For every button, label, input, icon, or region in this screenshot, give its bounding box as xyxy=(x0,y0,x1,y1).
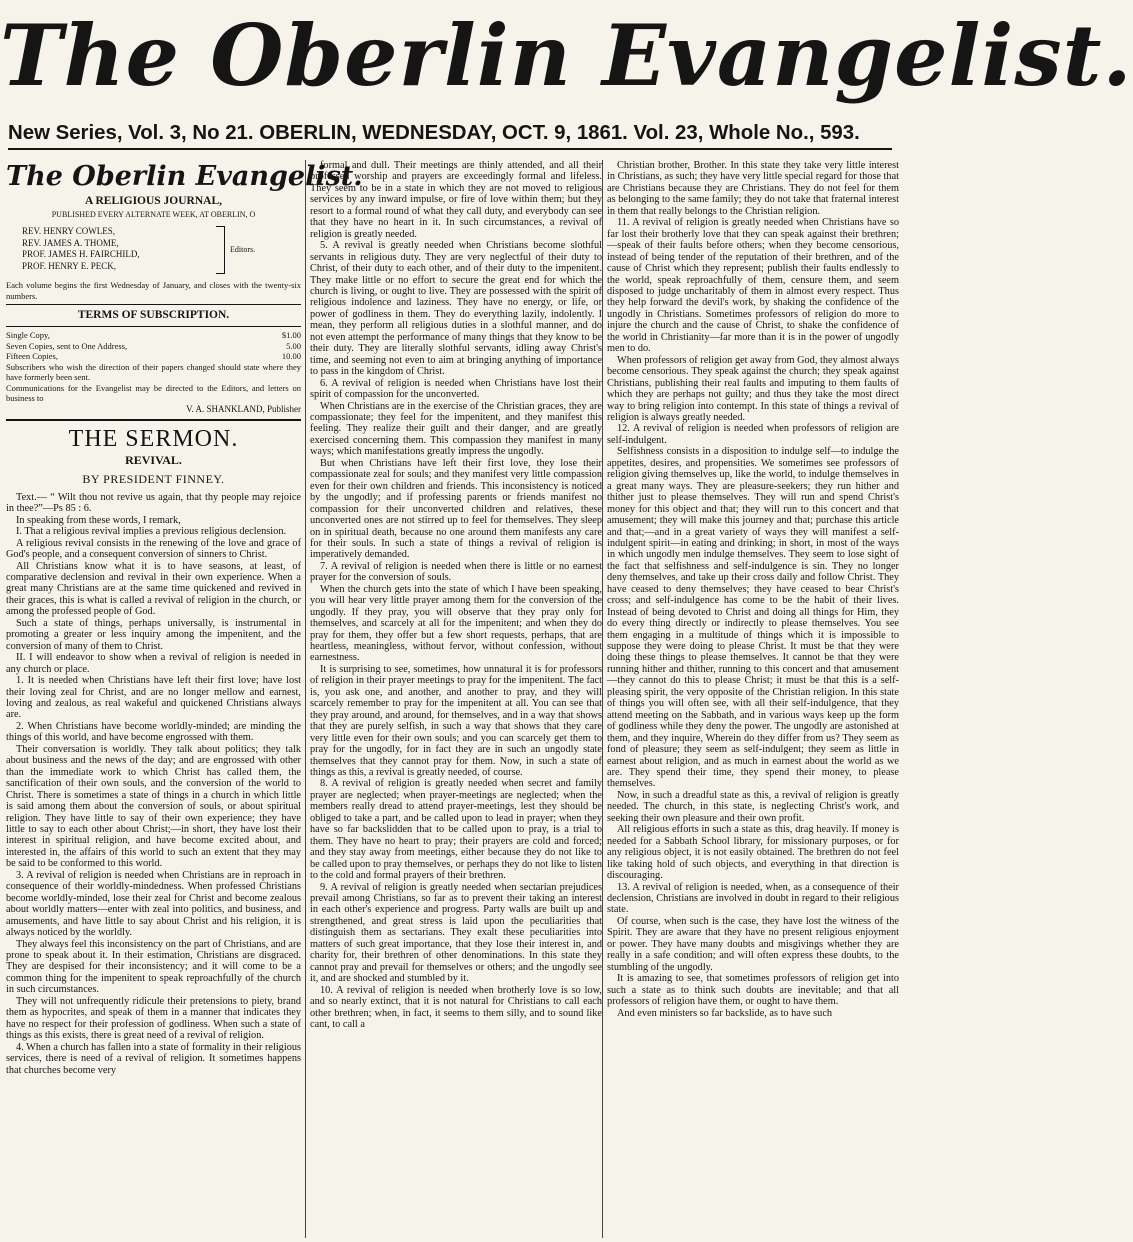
paragraph: But when Christians have left their first love, they lose their compassionate zeal for souls; and they manifest very little compassion even for their own children and friends. This inconsistency is noticed by the ungodly; and if professing parents or friends manifest no compassion for their unconverted children and relatives, these unconverted ones are not stirred up to feel for themselves. They sleep on in spiritual death, because no one around them manifests any care for their souls. In such a state of things a revival of religion is imperatively demanded. xyxy=(310,457,602,561)
paragraph: 9. A revival of religion is greatly needed when sectarian prejudices prevail among Christians, so far as to prevent their taking an interest in each other's experience and progress. Party walls are built up and strengthened, and great stress is laid upon the peculiarities that distinguish them as sectarians. They exalt these peculiarities into matters of such great importance, that they lose their interest in, and charity for, their brethren of other denominations. In this state they cannot pray and prevail for themselves or others; and the ungodly see it, and are shocked and stumbled by it. xyxy=(310,881,602,985)
paragraph: 6. A revival of religion is needed when Christians have lost their spirit of compassion for the unconverted. xyxy=(310,377,602,401)
editor-name: REV. JAMES A. THOME, xyxy=(22,237,119,248)
paragraph: It is surprising to see, sometimes, how unnatural it is for professors of religion in their prayer meetings to pray for the impenitent. The fact is, you ask one, and another, and another to pray, and they will scarcely remember to pray for the impenitent at all. You can see that they pray around, and around, for themselves, and in a way that shows that they are purely selfish, in such a way that shows that they care very little even for their own souls; and you can scarcely get them to pray for the ungodly, for in fact they are in such an ungodly state themselves that they cannot pray for them. Now, in such a state of things as this, a revival is greatly needed, of course. xyxy=(310,663,602,779)
paragraph: Of course, when such is the case, they have lost the witness of the Spirit. They are aware that they have no present religious enjoyment or power. They have many doubts and misgivings whether they are really in a safe condition; and will often express these doubts, to the stumbling of the ungodly. xyxy=(607,915,899,973)
paragraph: 2. When Christians have become worldly-minded; are minding the things of this world, and have become engrossed with them. xyxy=(6,720,301,744)
paragraph: When professors of religion get away from God, they almost always become censorious. They speak against the church; they speak against Christians, publishing their real faults and imputing to them faults of which they are perhaps not guilty; and thus they take the most direct way to bring religion into contempt. In this state of things a revival of religion is always greatly needed. xyxy=(607,354,899,423)
paragraph: Selfishness consists in a disposition to indulge self—to indulge the appetites, desires, and propensities. We sometimes see professors of religion giving themselves up, like the world, to indulge themselves in a great many ways. They are pleasure-seekers; they run hither and thither just to please themselves. They will run and spend Christ's money for this object and that; they will run to this concert and that amusement; they will make this journey and that; purchase this article and that;—and in a great variety of ways they will manifest a self-indulgent spirit—in eating and drinking; in short, in most of the ways in which ungodly men indulge themselves. They seem to lose sight of the fact that selfishness and self-indulgence is sin. They no longer deny themselves, and take up their cross daily and follow Christ. They have ceased to deny themselves; they have ceased to bear Christ's cross; and self-indulgence has come to be the habit of their lives. Instead of being devoted to Christ and doing all things for Him, they do every thing directly or indirectly to please themselves. You see them engaging in a multitude of things which it is impossible to suppose they were doing to please Christ. It must be that they were doing these things to please themselves. It cannot be that they were running hither and thither, running to this concert and that amusement—they cannot do this to please Christ; it must be that this is a self-pleasing spirit, the very opposite of the Christian religion. In this state of things you will often see, with all their self-indulgence, that they attend meeting on the Sabbath, and in various ways keep up the form of godliness while they deny the power. The ungodly are astonished at them, and they inquire, Wherein do they differ from us? They seem as fond of pleasure; they seem as self-indulgent; they seem as little in earnest about religion, and as much in earnest about the world as we are. They spend their time, they spend their money, to please themselves. xyxy=(607,446,899,790)
column-2 xyxy=(305,160,602,1238)
paragraph: Their conversation is worldly. They talk about politics; they talk about business and the news of the day; and are engrossed with other than the immediate work to which Christ has called them, the sanctification of their own souls, and the conversion of the world to Christ. There is sometimes a state of things in a church in which little is said among them about the conversion of souls, or about spiritual religion. They have little to say of their own experience; they have little to say to each other about Christ;—in short, they have lost their interest in spiritual religion, and have become excited about, and interested in, the affairs of this world to such an extent that they may be said to be conformed to this world. xyxy=(6,743,301,870)
paragraph: I. That a religious revival implies a previous religious declension. xyxy=(16,526,287,538)
paragraph: formal and dull. Their meetings are thinly attended, and all their professed worship and prayers are exceedingly formal and lifeless. They seem to be in a state in which they are not moved to religious services by any inward impulse, or fire of love within them; but they resort to a formal round of what they call duty, and everybody can see that they have no heart in it. In such circumstances, a revival of religion is greatly needed. xyxy=(310,160,602,240)
terms-heading: TERMS OF SUBSCRIPTION. xyxy=(77,309,230,321)
paragraph: 7. A revival of religion is needed when there is little or no earnest prayer for the conversion of souls. xyxy=(310,560,602,584)
dateline: New Series, Vol. 3, No 21. OBERLIN, WEDNESDAY, OCT. 9, 1861. Vol. 23, Whole No., 593. xyxy=(8,118,892,150)
paper-name: The Oberlin Evangelist. xyxy=(6,161,363,192)
sermon-heading: THE SERMON. xyxy=(68,425,239,452)
term-price: $1.00 xyxy=(281,330,301,340)
editors-label: Editors. xyxy=(230,245,256,254)
paragraph: Text.— “ Wilt thou not revive us again, that thy people may rejoice in thee?”—Ps 85 : 6. xyxy=(6,491,301,515)
paragraph: They will not unfrequently ridicule their pretensions to piety, brand them as hypocrites, and speak of them in a manner that indicates they have no respect for their profession of godliness. When such a state of things as this exists, there is great need of a revival of religion. xyxy=(6,995,301,1042)
editor-name: REV. HENRY COWLES, xyxy=(22,226,116,236)
paragraph: Such a state of things, perhaps universally, is instrumental in promoting a greater or less inquiry among the impenitent, and the conversion of many of them to Christ. xyxy=(6,617,301,652)
paragraph: 13. A revival of religion is needed, when, as a consequence of their declension, Christians are involved in doubt in regard to their religious state. xyxy=(607,881,899,916)
editor-name: PROF. JAMES H. FAIRCHILD, xyxy=(22,249,140,259)
col1-body xyxy=(6,492,301,1076)
term-label: Single Copy, xyxy=(6,330,50,340)
sermon-title: REVIVAL. xyxy=(125,452,182,467)
terms-list xyxy=(6,330,301,404)
paragraph: 1. It is needed when Christians have left their first love; have lost their loving zeal for Christ, and are no longer mellow and earnest, loving and zealous, as real wakeful and quickened Christians always are. xyxy=(6,675,301,721)
paragraph: In speaking from these words, I remark, xyxy=(16,514,181,526)
published-note: PUBLISHED EVERY ALTERNATE WEEK, AT OBERLIN, O xyxy=(51,210,256,219)
paragraph: 4. When a church has fallen into a state of formality in their religious services, there is need of a revival of religion. It sometimes happens that churches become very xyxy=(6,1041,301,1076)
editor-name: PROF. HENRY E. PECK, xyxy=(22,260,116,271)
paragraph: 5. A revival is greatly needed when Christians become slothful servants in religious duty. They are very neglectful of their duty to Christ, of their duty to each other, and of their duty to the impenitent. They make little or no effort to secure the great end for which the church is living, or ought to live. They are possessed with the spirit of religious indolence and laziness. They have no energy, or life, or power of godliness in them. They do everything lazily, indolently. I mean, they perform all religious duties in a slothful manner, and do not even attempt the performance of many things that they know to be their duty. They are literally slothful servants, idling away Christ's time, and seeming not even to aim at bringing anything of importance to pass in the kingdom of Christ. xyxy=(310,240,602,378)
paragraph: II. I will endeavor to show when a revival of religion is needed in any church or place. xyxy=(6,652,301,675)
divider xyxy=(6,304,301,305)
paragraph: They always feel this inconsistency on the part of Christians, and are prone to speak about it. In their estimation, Christians are disgraced. They are despised for their inconsistency; and it will come to be a common thing for the impenitent to speak reproachfully of the church in such circumstances. xyxy=(6,938,301,996)
masthead-title: The Oberlin Evangelist. xyxy=(0,6,1133,105)
paragraph: It is amazing to see, that sometimes professors of religion get into such a state as to think such doubts are inevitable; and that all professors of religion have them, or ought to have them. xyxy=(607,973,899,1008)
term-label: Seven Copies, sent to One Address, xyxy=(6,340,128,351)
volume-note: Each volume begins the first Wednesday of January, and closes with the twenty-six numbers. xyxy=(6,280,301,301)
editors-brace xyxy=(216,226,225,274)
paper-subtitle: A RELIGIOUS JOURNAL, xyxy=(84,195,223,207)
paragraph: 8. A revival of religion is greatly needed when secret and family prayer are neglected; when prayer-meetings are neglected; when the members really dread to attend prayer-meetings, lest they should be obliged to take a part, and be called upon to lead in prayer; when they have so far backslidden that to be called upon to pray, is a trial to them. They have no heart to pray; their prayers are cold and forced; and they stay away from meetings, either because they do not like to be called upon to pray themselves, or perhaps they do not like to listen to the cold and formal prayers of their brethren. xyxy=(310,778,602,882)
paragraph: All religious efforts in such a state as this, drag heavily. If money is needed for a Sabbath School library, for missionary purposes, or for any religious object, it is not easily obtained. The brethren do not feel like taking hold of such objects, and everything in that direction is discouraging. xyxy=(607,824,899,882)
paragraph: 12. A revival of religion is needed when professors of religion are self-indulgent. xyxy=(607,423,899,446)
term-price: 10.00 xyxy=(281,351,301,361)
paragraph: 3. A revival of religion is needed when Christians are in reproach in consequence of their worldly-mindedness. When professed Christians become worldly-minded, lose their zeal for Christ and become zealous about worldly matters—enter with zeal into politics, and business, and amusements, and have little to say about Christ and his religion, it is always noticed by the worldly. xyxy=(6,869,301,939)
paragraph: Christian brother, Brother. In this state they take very little interest in Christians, as such; they have very little special regard for those that are Christians because they are Christians. They do not feel for them as belonging to the same family; they do not take that fraternal interest in them that really belongs to the Christian religion. xyxy=(607,160,899,217)
paragraph: When the church gets into the state of which I have been speaking, you will hear very little prayer among them for the conversion of the ungodly. If they pray, you will observe that they pray only for themselves, and scarcely at all for the impenitent; and when they do pray for them, they offer but a few short requests, perhaps, that are heartless, meaningless, without fervor, without confession, without earnestness. xyxy=(310,583,602,664)
divider xyxy=(6,326,301,327)
paragraph: And even ministers so far backslide, as to have such xyxy=(617,1007,833,1019)
column-1 xyxy=(6,160,363,1238)
column-3 xyxy=(602,160,899,1238)
term-price: 5.00 xyxy=(286,340,301,351)
paragraph: Now, in such a dreadful state as this, a revival of religion is greatly needed. The church, in this state, is neglecting Christ's work, and seeking their own pleasure and their own profit. xyxy=(607,789,899,824)
paragraph: A religious revival consists in the renewing of the love and grace of God's people, and a consequent conversion of sinners to Christ. xyxy=(6,537,301,561)
paragraph: All Christians know what it is to have seasons, at least, of comparative declension and revival in their own experience. When a great many Christians are at the same time quickened and revived in their graces, this is what is called a revival of religion in the church, or among the professed people of God. xyxy=(6,560,301,618)
paragraph: 10. A revival of religion is needed when brotherly love is so low, and so nearly extinct, that it is not natural for Christians to call each other brethren; when, in fact, it seems to them silly, and to sound like cant, to call a xyxy=(310,984,602,1030)
sermon-byline: BY PRESIDENT FINNEY. xyxy=(82,472,225,487)
divider xyxy=(6,419,301,421)
publisher: V. A. SHANKLAND, Publisher xyxy=(186,403,301,414)
editors-block xyxy=(6,226,301,276)
terms-note: Communications for the Evangelist may be directed to the Editors, and letters on business to xyxy=(6,382,301,403)
terms-note: Subscribers who wish the direction of their papers changed should state where they have formerly been sent. xyxy=(6,361,301,382)
term-label: Fifteen Copies, xyxy=(6,351,58,361)
paragraph: When Christians are in the exercise of the Christian graces, they are compassionate; they feel for the impenitent, and they manifest this feeling. They realize their guilt and their danger, and are greatly exercised concerning them. This compassion they manifest in many ways; which manifestations greatly impress the ungodly. xyxy=(310,400,602,458)
paragraph: 11. A revival of religion is greatly needed when Christians have so far lost their brotherly love that they can speak against their brethren;—speak of their faults before others; when they become censorious, instead of being tender of the reputation of their brethren, and of the cause of Christ which they represent; publish their faults endlessly to the world, speak reproachfully of them, censure them, and seem disposed to judge uncharitably of them in almost every respect. Thus they help forward the devil's work, by shaking the confidence of the ungodly in Christians. Sometimes professors of religion do more to injure the church and the cause of Christ, to shake the confidence of the world in Christianity—far more than it is in the power of ungodly men to do. xyxy=(607,217,899,355)
